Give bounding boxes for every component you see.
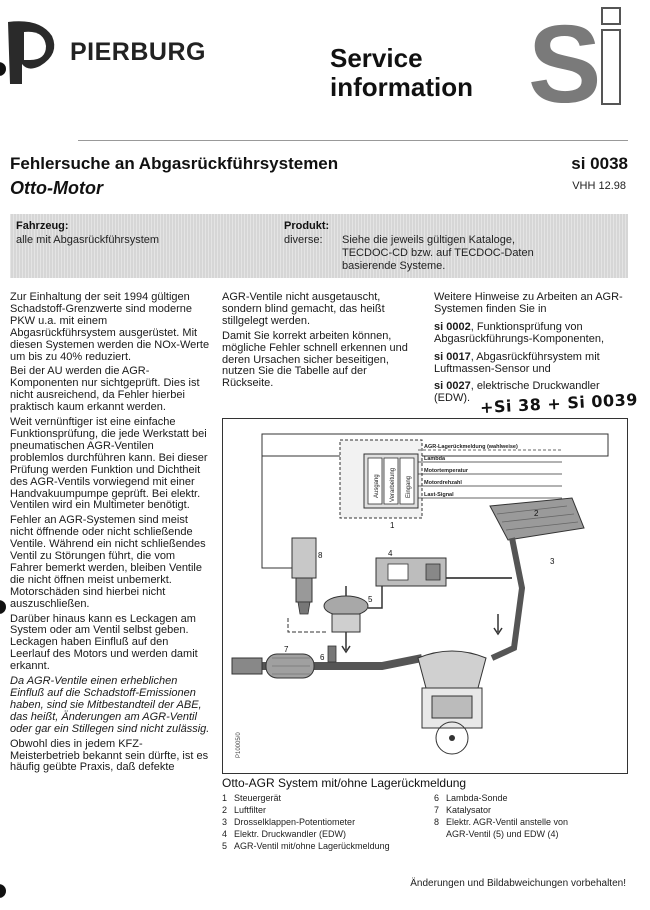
paragraph: Fehler an AGR-Systemen sind meist nicht öffnende oder nicht schließende Ventile. Während ein nicht schließendes Ventil zu Störungen führt, die vom Fahrer bemerkt werden, bleiben Ventile die nicht öffnen meist unbemerkt. Motorschäden sind hierbei nicht auszuschließen.: [10, 514, 206, 610]
legend-item: [434, 804, 628, 816]
paragraph: Darüber hinaus kann es Leckagen am System oder am Ventil selbst geben. Leckagen haben Einfluß auf den Leerlauf des Motors und werden damit erkannt.: [10, 612, 198, 673]
paragraph: Zur Einhaltung der seit 1994 gültigen Schadstoff-Grenzwerte sind moderne PKW u.a. mit einem Abgasrückführsystem ausgerüstet. Mit diesen Systemen werden die NOx-Werte um bis zu 40% reduziert.: [10, 291, 210, 363]
product-key: diverse:: [284, 234, 323, 246]
footer-note: Änderungen und Bildabweichungen vorbehalten!: [410, 878, 626, 889]
legend-item: [222, 792, 432, 804]
reference-text: , Funktionsprüfung von Abgasrückführungs-Komponenten,: [434, 320, 604, 345]
legend-text: AGR-Ventil mit/ohne Lagerückmeldung: [234, 841, 390, 851]
reference-text: , Abgasrückführsystem mit Luftmassen-Sensor und: [434, 350, 600, 375]
lambda-sensor: [328, 646, 336, 662]
reference-id: si 0027: [434, 380, 471, 393]
vehicle-label: Fahrzeug:: [16, 220, 69, 232]
part-number: 5: [368, 595, 373, 604]
legend-number: 6: [434, 793, 440, 803]
legend-left: [222, 792, 432, 852]
column-1: [10, 292, 210, 777]
signal-label: AGR-Lagerückmeldung (wahlweise): [424, 444, 518, 450]
legend-number: 1: [222, 793, 228, 803]
agr-valve: [324, 596, 368, 616]
engine-piston: [432, 696, 472, 718]
legend-text: Elektr. AGR-Ventil anstelle von: [446, 817, 569, 827]
document-id: si 0038: [571, 154, 628, 173]
legend-number: 2: [222, 805, 228, 815]
svg-text:S: S: [528, 3, 602, 110]
legend-text: Lambda-Sonde: [446, 793, 508, 803]
reference-si-0002: [434, 322, 628, 346]
legend-item: [434, 816, 628, 828]
paragraph: Damit Sie korrekt arbeiten können, mögliche Fehler schnell erkennen und deren Ursachen sicher beseitigen, nutzen Sie die Tabelle auf der Rückseite.: [222, 329, 408, 390]
paragraph: Weitere Hinweise zu Arbeiten an AGR-Systemen finden Sie in: [434, 291, 623, 315]
legend-text: AGR-Ventil (5) und EDW (4): [446, 829, 559, 839]
legend-right: [434, 792, 628, 840]
document-title: Fehlersuche an Abgasrückführsystemen: [10, 154, 339, 173]
title-line-2: information: [330, 72, 473, 102]
reference-si-0017: [434, 352, 628, 376]
document-date: VHH 12.98: [572, 180, 626, 192]
diagram-caption-title: Otto-AGR System mit/ohne Lagerückmeldung: [222, 776, 467, 790]
paragraph: AGR-Ventile nicht ausgetauscht, sondern blind gemacht, das heißt stillgelegt werden.: [222, 291, 385, 327]
service-information-title: [330, 44, 473, 102]
legend-text: Steuergerät: [234, 793, 282, 803]
legend-item: [434, 792, 628, 804]
legend-item: [222, 828, 432, 840]
brand-name: PIERBURG: [70, 38, 206, 66]
product-text-3: basierende Systeme.: [342, 260, 446, 272]
agr-system-diagram: [222, 418, 628, 774]
diagram-code: P10005/0: [236, 732, 242, 758]
product-label: Produkt:: [284, 220, 330, 232]
ecu-block-label: Ausgang: [374, 474, 380, 498]
part-number: 8: [318, 551, 323, 560]
legend-number: 5: [222, 841, 228, 851]
paragraph-italic: Da AGR-Ventile einen erheblichen Einfluß auf die Schadstoff-Emissionen haben, sind sie Mitbestandteil der ABE, das heißt, Änderungen am AGR-Ventil oder gar ein Stillegen sind nicht zulässig.: [10, 675, 210, 735]
punch-hole: [0, 884, 6, 898]
legend-item: [222, 804, 432, 816]
reference-id: si 0017: [434, 350, 471, 363]
header-rule: [78, 140, 628, 141]
column-2: [222, 292, 414, 393]
part-number: 6: [320, 653, 325, 662]
reference-text: , elektrische Druckwandler (EDW).: [434, 380, 600, 405]
part-number: 4: [388, 549, 393, 558]
part-number: 1: [390, 521, 395, 530]
legend-text: Elektr. Druckwandler (EDW): [234, 829, 347, 839]
signal-label: Motortemperatur: [424, 468, 469, 474]
product-text-1: Siehe die jeweils gültigen Kataloge,: [342, 234, 516, 246]
signal-label: Motordrehzahl: [424, 480, 462, 486]
vehicle-product-box: [10, 214, 628, 278]
legend-number: 7: [434, 805, 440, 815]
legend-text: Drosselklappen-Potentiometer: [234, 817, 356, 827]
handwritten-note: +Si 38 + Si 0039: [479, 389, 639, 418]
part-number: 3: [550, 557, 555, 566]
legend-item: [222, 840, 432, 852]
title-line-1: Service: [330, 43, 423, 73]
paragraph: Bei der AU werden die AGR-Komponenten nur sichtgeprüft. Dies ist nicht ausreichend, da Fehler hierbei praktisch kaum erkannt werden.: [10, 365, 200, 414]
exhaust-outlet: [232, 658, 262, 674]
electric-agr-valve: [292, 538, 316, 578]
pierburg-logo: [0, 14, 240, 84]
legend-item: [222, 816, 432, 828]
legend-item: [434, 828, 628, 840]
product-text-2: TECDOC-CD bzw. auf TECDOC-Daten: [342, 247, 534, 259]
document-subtitle: Otto-Motor: [10, 178, 103, 198]
legend-number: 4: [222, 829, 228, 839]
legend-text: Luftfilter: [234, 805, 267, 815]
si-logo-icon: [528, 0, 638, 110]
pierburg-logo-icon: [0, 14, 70, 84]
part-number: 2: [534, 509, 539, 518]
signal-label: Last-Signal: [424, 492, 454, 498]
ecu-block-label: Verarbeitung: [390, 467, 396, 502]
punch-hole: [0, 600, 6, 614]
signal-label: Lambda: [424, 456, 446, 462]
legend-number: 8: [434, 817, 440, 827]
part-number: 7: [284, 645, 289, 654]
reference-id: si 0002: [434, 320, 471, 333]
ecu-block-label: Eingang: [406, 475, 412, 498]
paragraph: Weit vernünftiger ist eine einfache Funktionsprüfung, die jede Werkstatt bei pneumatischen AGR-Ventilen problemlos durchführen kann. Bei dieser Prüfung werden Funktion und Dichtheit des AGR-Ventils vorwiegend mit einer Handvakuumpumpe geprüft. Bei elektr. Ventilen wird ein Multimeter benötigt.: [10, 416, 208, 512]
vehicle-text: alle mit Abgasrückführsystem: [16, 234, 160, 246]
engine-manifold: [418, 651, 486, 688]
paragraph: Obwohl dies in jedem KFZ-Meisterbetrieb bekannt sein dürfte, ist es häufig geübte Praxis, daß defekte: [10, 737, 209, 774]
legend-text: Katalysator: [446, 805, 492, 815]
legend-number: 3: [222, 817, 228, 827]
